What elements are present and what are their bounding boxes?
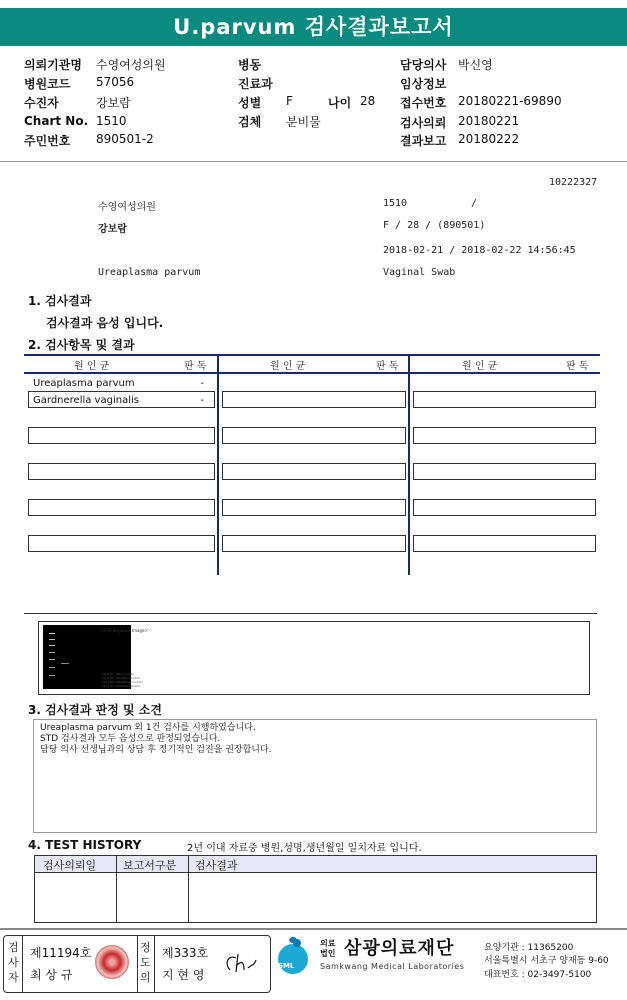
empty-cell [413, 499, 596, 516]
summary-dates: 2018-02-21 / 2018-02-22 14:56:45 [383, 245, 576, 256]
org-code: 요양기관 : 11365200 [484, 943, 574, 953]
summary-code: 10222327 [549, 177, 598, 188]
signature-divider [154, 936, 155, 992]
sml-logo-icon [272, 935, 314, 977]
judgment-value: - [200, 395, 204, 406]
empty-cell [413, 427, 596, 444]
summary-chart: 1510 [383, 198, 408, 209]
age-label: 나이 [328, 96, 352, 110]
institution-value: 수영여성의원 [96, 58, 166, 72]
column-divider [408, 354, 410, 575]
gel-legend-item: Lane N1 : Negative Control [102, 680, 143, 684]
specimen-value: 분비물 [286, 115, 321, 129]
result-row [28, 374, 215, 391]
report-date-label: 결과보고 [400, 134, 447, 148]
doctor-label: 담당의사 [400, 58, 447, 72]
sex-value: F [286, 94, 293, 108]
specimen-label: 검체 [238, 115, 262, 129]
signature-divider [137, 936, 138, 992]
col1-organism: 원 인 균 [74, 361, 110, 372]
empty-cell [413, 391, 596, 408]
column-header-3 [410, 354, 600, 374]
history-col-divider [116, 856, 117, 922]
summary-test-name: Ureaplasma parvum [98, 267, 201, 278]
institution-label: 의뢰기관명 [24, 58, 82, 72]
chart-no-value: 1510 [96, 114, 127, 128]
gel-image-box [38, 621, 590, 695]
checker-label: 검사자 [8, 941, 19, 984]
empty-cell [222, 463, 406, 480]
gel-legend-item: Lane M : DNA marker [102, 672, 134, 676]
opinion-line: Ureaplasma parvum 외 1건 검사를 시행하였습니다. [40, 723, 256, 733]
reviewer-license-no: 제333호 [162, 946, 209, 960]
request-date-label: 검사의뢰 [400, 116, 447, 130]
empty-cell [222, 499, 406, 516]
empty-cell [28, 427, 215, 444]
checker-seal [95, 945, 129, 979]
request-date-value: 20180221 [458, 114, 520, 128]
history-col-report-type: 보고서구분 [123, 859, 177, 872]
section2-title: 2. 검사항목 및 결과 [28, 338, 135, 352]
opinion-line: 담당 의사 선생님과의 상담 후 정기적인 검진을 권장합니다. [40, 745, 272, 755]
empty-cell [222, 535, 406, 552]
empty-cell [28, 499, 215, 516]
opinion-line: STD 검사결과 모두 음성으로 판정되었습니다. [40, 734, 221, 744]
gel-caption: <STD Negative Image> [100, 628, 148, 633]
section-divider [24, 613, 597, 614]
history-header [35, 856, 596, 873]
summary-name: 강보람 [98, 224, 127, 235]
opinion-box [33, 719, 597, 833]
col2-judgment: 판 독 [376, 361, 399, 372]
recipient-value: 강보람 [96, 96, 131, 110]
org-name: 삼광의료재단 [344, 938, 455, 959]
receipt-no-label: 접수번호 [400, 96, 447, 110]
organism-name: Gardnerella vaginalis [33, 395, 139, 406]
history-col-request-date: 검사의뢰일 [43, 859, 97, 872]
sml-logo [272, 935, 314, 977]
signature-divider [22, 936, 23, 992]
reviewer-signature [222, 950, 262, 976]
checker-name: 최 상 규 [30, 968, 73, 982]
summary-institution: 수영여성의원 [98, 202, 156, 213]
summary-slash: / [471, 198, 478, 209]
empty-cell [413, 535, 596, 552]
column-header-1 [24, 354, 218, 374]
section4-note: 2년 이내 자료중 병원,성명,생년월일 일치자료 입니다. [187, 843, 422, 854]
report-title: U.parvum 검사결과보고서 [0, 8, 627, 46]
clinical-label: 임상정보 [400, 77, 447, 91]
col2-organism: 원 인 균 [270, 361, 306, 372]
section1-result: 검사결과 음성 입니다. [46, 316, 164, 330]
history-col-result: 검사결과 [195, 859, 238, 872]
org-address: 서울특별시 서초구 양재동 9-60 [484, 956, 609, 966]
col1-judgment: 판 독 [184, 361, 207, 372]
hospital-code-label: 병원코드 [24, 77, 71, 91]
gel-legend [102, 672, 143, 688]
reviewer-name: 지 현 영 [162, 968, 205, 982]
empty-cell [28, 535, 215, 552]
col3-judgment: 판 독 [566, 361, 589, 372]
sml-abbr: SML [278, 962, 295, 970]
column-header-2 [218, 354, 410, 374]
gel-legend-item: Lane P1 : Positive Control [102, 676, 141, 680]
department-label: 진료과 [238, 77, 273, 91]
report-date-value: 20180222 [458, 132, 520, 146]
history-col-divider [188, 856, 189, 922]
judgment-value: - [200, 378, 204, 389]
signature-box [3, 935, 271, 993]
age-value: 28 [360, 94, 376, 108]
checker-license-no: 제11194호 [30, 946, 92, 960]
summary-sex-age: F / 28 / (890501) [383, 220, 486, 231]
sex-label: 성별 [238, 96, 262, 110]
org-english-name: Samkwang Medical Laboratories [320, 962, 465, 971]
org-type: 의료법인 [320, 939, 336, 958]
doctor-value: 박신영 [458, 58, 493, 72]
resident-no-value: 890501-2 [96, 132, 154, 146]
empty-cell [28, 463, 215, 480]
resident-no-label: 주민번호 [24, 134, 71, 148]
column-divider [217, 354, 219, 575]
col3-organism: 원 인 균 [462, 361, 498, 372]
org-phone: 대표번호 : 02-3497-5100 [484, 970, 592, 980]
reviewer-label: 정도의 [140, 941, 151, 984]
footer-divider [0, 928, 627, 930]
organism-name: Ureaplasma parvum [33, 378, 135, 389]
section3-title: 3. 검사결과 판정 및 소견 [28, 703, 162, 717]
receipt-no-value: 20180221-69890 [458, 94, 562, 108]
result-row [28, 391, 215, 408]
hospital-code-value: 57056 [96, 75, 135, 89]
gel-legend-item: Lane S1 : Clinical Sample [102, 684, 140, 688]
header-divider [0, 161, 627, 162]
chart-no-label: Chart No. [24, 114, 89, 128]
section4-title: 4. TEST HISTORY [28, 838, 142, 852]
empty-cell [413, 463, 596, 480]
history-table [34, 855, 597, 923]
summary-sample: Vaginal Swab [383, 267, 456, 278]
empty-cell [222, 427, 406, 444]
recipient-label: 수진자 [24, 96, 59, 110]
ward-label: 병동 [238, 58, 262, 72]
section1-title: 1. 검사결과 [28, 294, 92, 308]
empty-cell [222, 391, 406, 408]
